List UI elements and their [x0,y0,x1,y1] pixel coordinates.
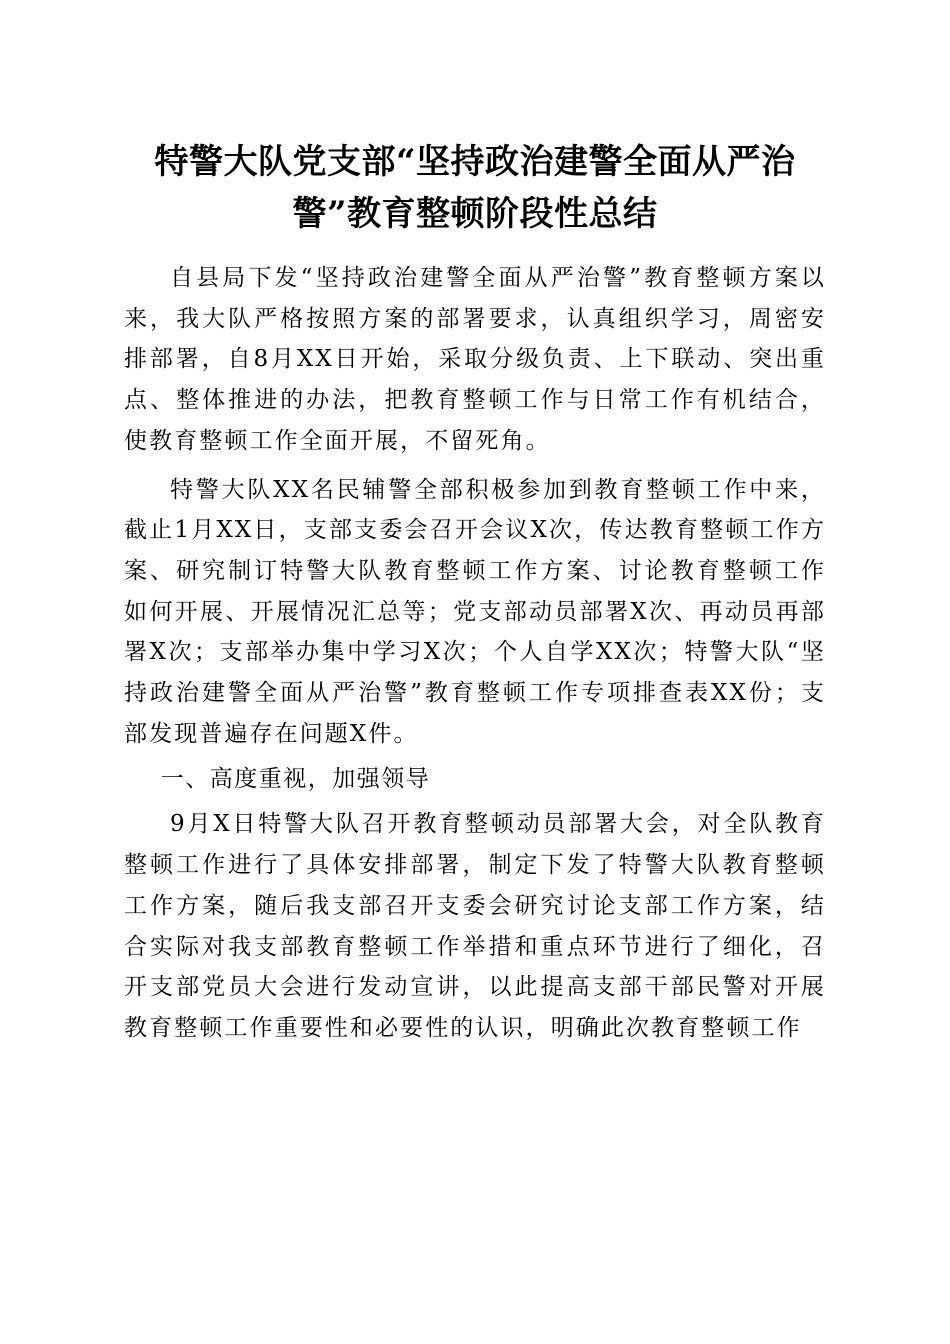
title-line-2: 警”教育整顿阶段性总结 [292,194,658,234]
document-body [124,258,826,1049]
document-title [110,136,840,240]
title-line-1: 特警大队党支部“坚持政治建警全面从严治 [154,142,796,182]
intro-paragraph: 自县局下发“坚持政治建警全面从严治警”教育整顿方案以来，我大队严格按照方案的部署要求，认真组织学习，周密安排部署，自8月XX日开始，采取分级负责、上下联动、突出重点、整体推进的办法，把教育整顿工作与日常工作有机结合，使教育整顿工作全面开展，不留死角。 [124,265,826,454]
section-heading: 一、高度重视，加强领导 [160,766,431,793]
section-paragraph: 9月X日特警大队召开教育整顿动员部署大会，对全队教育整顿工作进行了具体安排部署，制定下发了特警大队教育整顿工作方案，随后我支部召开支委会研究讨论支部工作方案，结合实际对我支部教育整顿工作举措和重点环节进行了细化，召开支部党员大会进行发动宣讲，以此提高支部干部民警对开展教育整顿工作重要性和必要性的认识，明确此次教育整顿工作 [124,811,826,1041]
statistics-paragraph: 特警大队XX名民辅警全部积极参加到教育整顿工作中来，截止1月XX日，支部支委会召开会议X次，传达教育整顿工作方案、研究制订特警大队教育整顿工作方案、讨论教育整顿工作如何开展、开展情况汇总等；党支部动员部署X次、再动员再部署X次；支部举办集中学习X次；个人自学XX次；特警大队“坚持政治建警全面从严治警”教育整顿工作专项排查表XX份；支部发现普遍存在问题X件。 [124,476,826,747]
